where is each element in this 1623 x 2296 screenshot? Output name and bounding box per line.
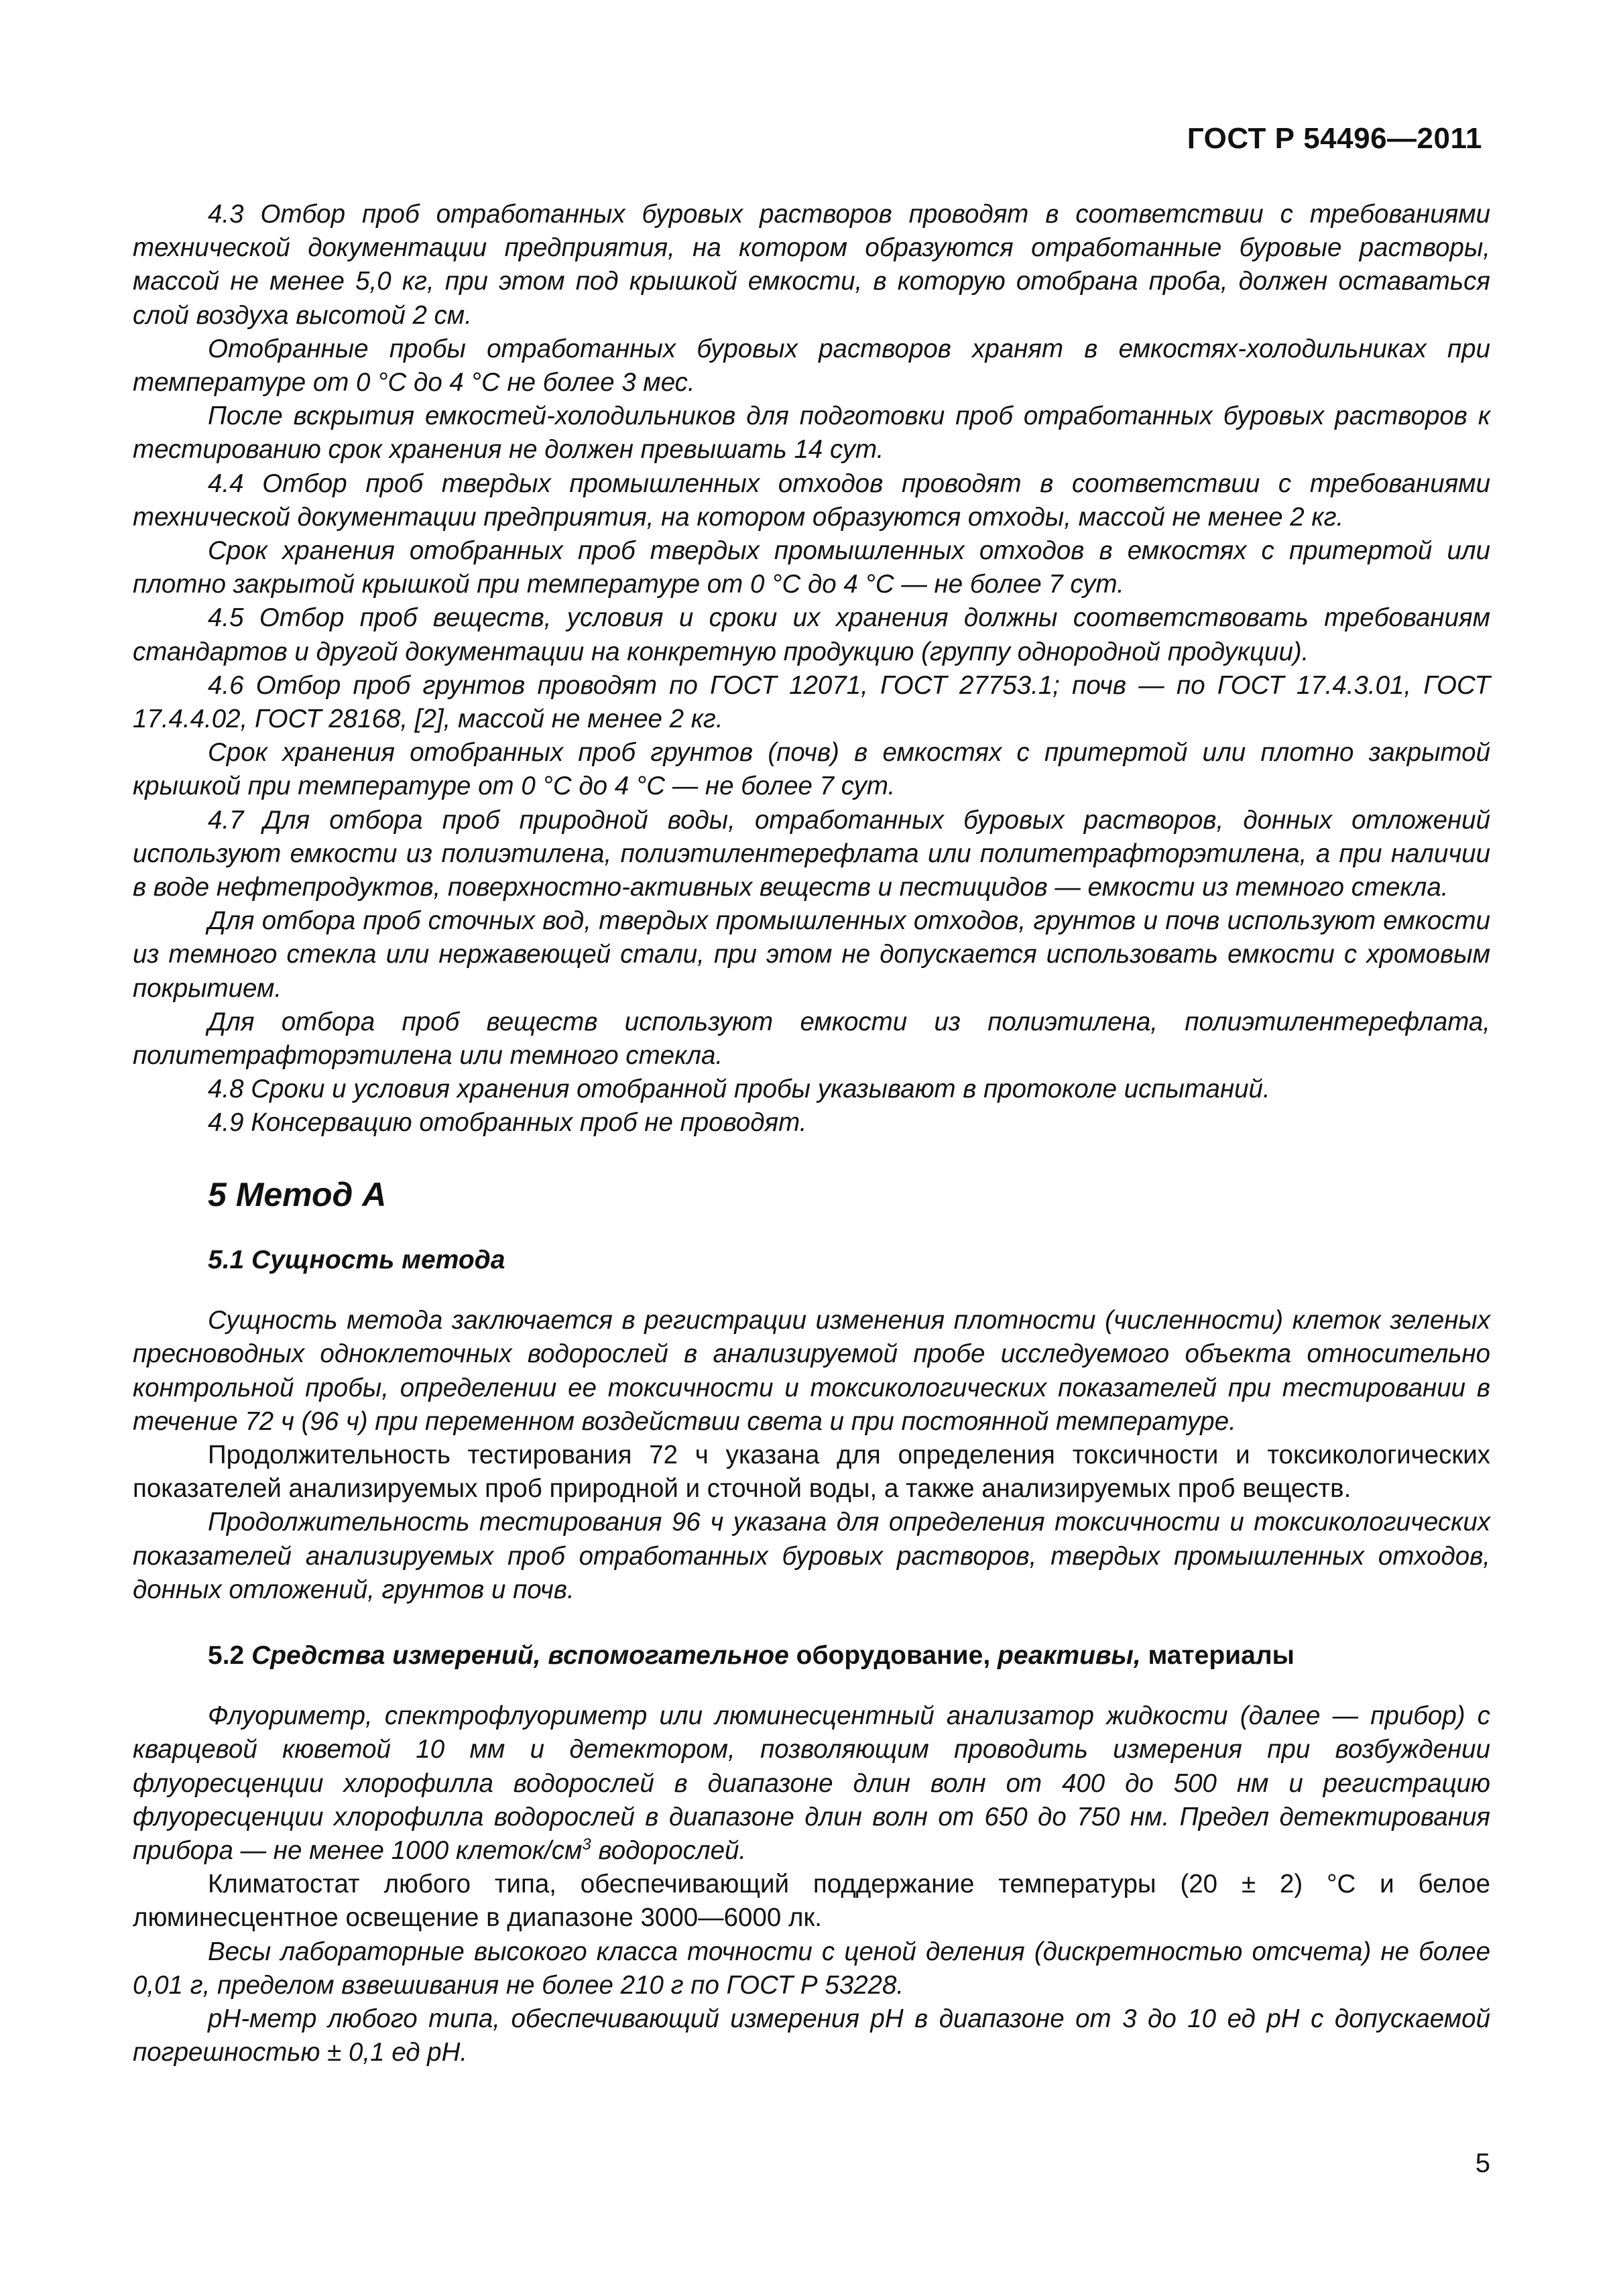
paragraph-4-7: 4.7 Для отбора проб природной воды, отработанных буровых растворов, донных отложений используют емкости из полиэтилена, полиэтилентерефлата или политетрафторэтилена, а при наличии в воде нефтепродуктов, поверхностно-активных веществ и пестицидов — емкости из темного стекла. (133, 805, 1490, 902)
paragraph-4-6: 4.6 Отбор проб грунтов проводят по ГОСТ 12071, ГОСТ 27753.1; почв — по ГОСТ 17.4.3.01, ГОСТ 17.4.4.02, ГОСТ 28168, [2], массой не менее 2 кг. (133, 670, 1490, 734)
paragraph-opening-containers: После вскрытия емкостей-холодильников для подготовки проб отработанных буровых растворов к тестированию срок хранения не должен превышать 14 сут. (133, 402, 1490, 465)
paragraph-storage-soil: Срок хранения отобранных проб грунтов (почв) в емкостях с притертой или плотно закрытой крышкой при температуре от 0 °С до 4 °С — не более 7 сут. (133, 738, 1490, 801)
document-body (133, 198, 1490, 2069)
paragraph-climatostat: Климатостат любого типа, обеспечивающий поддержание температуры (20 ± 2) °С и белое люминесцентное освещение в диапазоне 3000—6000 лк. (133, 1870, 1490, 1933)
section-5-title: 5 Метод А (208, 1175, 387, 1213)
paragraph-4-4: 4.4 Отбор проб твердых промышленных отходов проводят в соответствии с требованиями технической документации предприятия, на котором образуются отходы, массой не менее 2 кг. (133, 469, 1490, 532)
paragraph-storage-waste: Срок хранения отобранных проб твердых промышленных отходов в емкостях с притертой или плотно закрытой крышкой при температуре от 0 °С до 4 °С — не более 7 сут. (133, 536, 1490, 599)
paragraph-substance-containers: Для отбора проб веществ используют емкости из полиэтилена, полиэтилентерефлата, политетрафторэтилена или темного стекла. (133, 1007, 1490, 1071)
paragraph-4-5: 4.5 Отбор проб веществ, условия и сроки их хранения должны соответствовать требованиям стандартов и другой документации на конкретную продукцию (группу однородной продукции). (133, 603, 1490, 666)
standard-header: ГОСТ Р 54496—2011 (1187, 122, 1482, 155)
paragraph-4-8: 4.8 Сроки и условия хранения отобранной пробы указывают в протоколе испытаний. (208, 1075, 1270, 1104)
page-number: 5 (1475, 2149, 1490, 2178)
paragraph-96h-duration: Продолжительность тестирования 96 ч указана для определения токсичности и токсикологических показателей анализируемых проб отработанных буровых растворов, твердых промышленных отходов, донных отложений, грунтов и почв. (133, 1508, 1490, 1604)
paragraph-72h-duration: Продолжительность тестирования 72 ч указана для определения токсичности и токсикологических показателей анализируемых проб природной и сточной воды, а также анализируемых проб веществ. (133, 1440, 1490, 1504)
section-5-1-title (208, 1244, 1490, 1277)
paragraph-5-1-essence: Сущность метода заключается в регистрации изменения плотности (численности) клеток зеленых пресноводных одноклеточных водорослей в анализируемой пробе исследуемого объекта относительно контрольной пробы, определении ее токсичности и токсикологических показателей при тестировании в течение 72 ч (96 ч) при переменном воздействии света и при постоянной температуре. (133, 1306, 1490, 1436)
paragraph-wastewater-containers: Для отбора проб сточных вод, твердых промышленных отходов, грунтов и почв используют емкости из темного стекла или нержавеющей стали, при этом не допускается использовать емкости с хромовым покрытием. (133, 906, 1490, 1003)
paragraph-4-3: 4.3 Отбор проб отработанных буровых растворов проводят в соответствии с требованиями технической документации предприятия, на котором образуются отработанные буровые растворы, массой не менее 5,0 кг, при этом под крышкой емкости, в которую отобрана проба, должен оставаться слой воздуха высотой 2 см. (133, 200, 1490, 330)
paragraph-scales: Весы лабораторные высокого класса точности с ценой деления (дискретностью отсчета) не более 0,01 г, пределом взвешивания не более 210 г по ГОСТ Р 53228. (133, 1937, 1490, 2000)
paragraph-ph-meter: pH-метр любого типа, обеспечивающий измерения pH в диапазоне от 3 до 10 ед pH с допускаемой погрешностью ± 0,1 ед pH. (133, 2004, 1490, 2067)
paragraph-fluorimeter: Флуориметр, спектрофлуориметр или люминесцентный анализатор жидкости (далее — прибор) с кварцевой кюветой 10 мм и детектором, позволяющим проводить измерения при возбуждении флуоресценции хлорофилла водорослей в диапазоне длин волн от 400 до 500 нм и регистрацию флуоресценции хлорофилла водорослей в диапазоне длин волн от 650 до 750 нм. Предел детектирования прибора — не менее 1000 клеток/$см^3$ водорослей. (133, 1701, 1490, 1865)
section-5-1-title-text: 5.1 Сущность метода (208, 1245, 505, 1274)
section-5-2-title: 5.2 Средства измерений, вспомогательное оборудование, реактивы, материалы (208, 1640, 1295, 1670)
paragraph-storage-drilling: Отобранные пробы отработанных буровых растворов хранят в емкостях-холодильниках при температуре от 0 °С до 4 °С не более 3 мес. (133, 334, 1490, 398)
paragraph-4-9: 4.9 Консервацию отобранных проб не проводят. (208, 1108, 807, 1138)
